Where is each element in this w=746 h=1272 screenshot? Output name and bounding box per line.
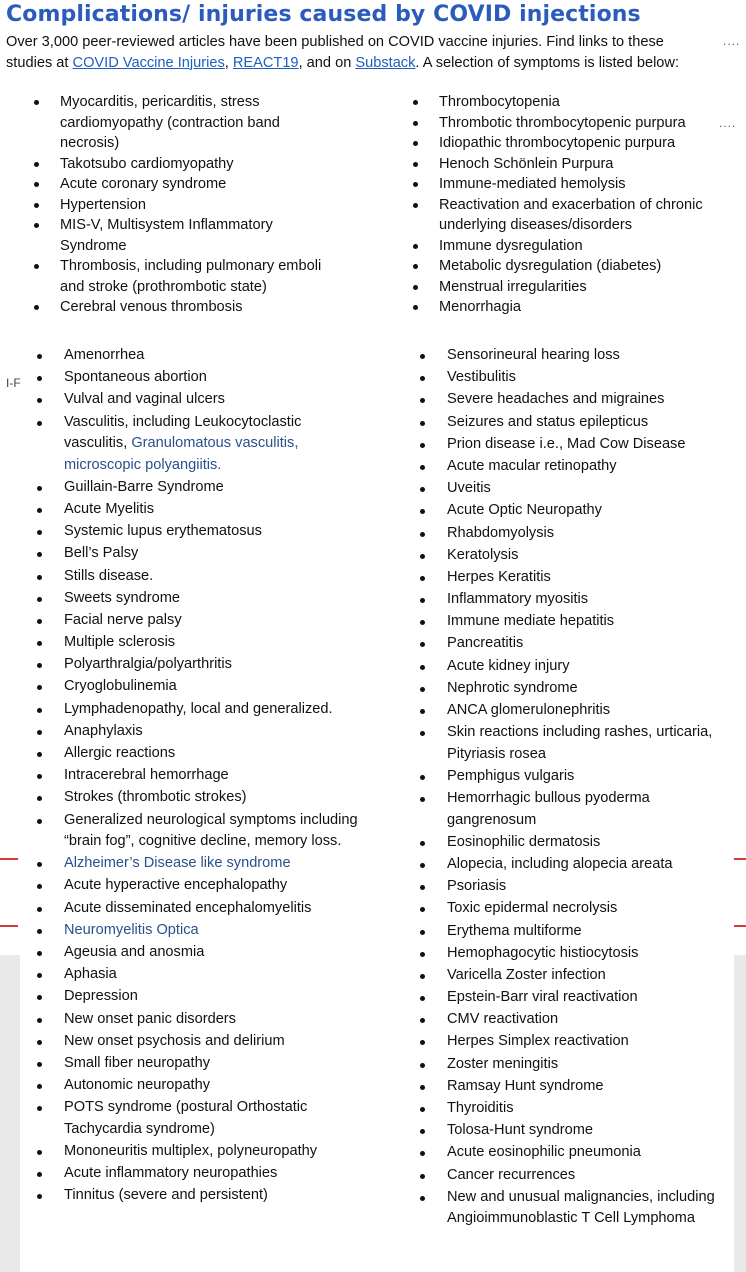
list-item: Systemic lupus erythematosus	[64, 521, 364, 543]
covid-vaccine-injuries-link[interactable]: COVID Vaccine Injuries	[72, 54, 225, 71]
list-item: MIS-V, Multisystem Inflammatory Syndrome	[60, 215, 322, 256]
list-item: Metabolic dysregulation (diabetes)	[439, 256, 731, 277]
list-item-highlight: Granulomatous vasculitis, microscopic polyangiitis.	[64, 435, 299, 473]
list-item: New onset psychosis and delirium	[64, 1031, 364, 1053]
list-item: Reactivation and exacerbation of chronic underlying diseases/disorders	[439, 195, 731, 236]
symptom-list-top-left	[60, 92, 322, 318]
list-item: Intracerebral hemorrhage	[64, 765, 364, 787]
list-item: Allergic reactions	[64, 743, 364, 765]
list-item: Acute disseminated encephalomyelitis	[64, 898, 364, 920]
list-item: Ramsay Hunt syndrome	[447, 1076, 732, 1098]
list-item: Lymphadenopathy, local and generalized.	[64, 699, 364, 721]
intro-paragraph	[6, 32, 706, 73]
list-item: Vulval and vaginal ulcers	[64, 389, 364, 411]
list-item: Hemophagocytic histiocytosis	[447, 943, 732, 965]
ellipsis-marker: ....	[719, 116, 737, 130]
list-item: Uveitis	[447, 478, 732, 500]
list-item: Thrombotic thrombocytopenic purpura	[439, 113, 731, 134]
list-item: Zoster meningitis	[447, 1054, 732, 1076]
intro-separator: ,	[224, 54, 233, 71]
list-item: Toxic epidermal necrolysis	[447, 898, 732, 920]
list-item: Cancer recurrences	[447, 1165, 732, 1187]
list-item: Aphasia	[64, 964, 364, 986]
list-item: POTS syndrome (postural Orthostatic Tachycardia syndrome)	[64, 1097, 364, 1140]
list-item: Thyroiditis	[447, 1098, 732, 1120]
list-item: Acute macular retinopathy	[447, 456, 732, 478]
list-item: Cryoglobulinemia	[64, 676, 364, 698]
list-item: Skin reactions including rashes, urticaria, Pityriasis rosea	[447, 722, 732, 765]
list-item: Rhabdomyolysis	[447, 523, 732, 545]
list-item: Takotsubo cardiomyopathy	[60, 154, 322, 175]
list-item: Hemorrhagic bullous pyoderma gangrenosum	[447, 788, 732, 831]
list-item: Immune dysregulation	[439, 236, 731, 257]
list-item: Thrombosis, including pulmonary emboli and stroke (prothrombotic state)	[60, 256, 322, 297]
list-item: Sweets syndrome	[64, 588, 364, 610]
ellipsis-marker: ....	[723, 34, 741, 48]
list-item: Mononeuritis multiplex, polyneuropathy	[64, 1141, 364, 1163]
list-item: CMV reactivation	[447, 1009, 732, 1031]
list-item: Sensorineural hearing loss	[447, 345, 732, 367]
list-item: Pancreatitis	[447, 633, 732, 655]
list-item: Acute coronary syndrome	[60, 174, 322, 195]
list-item: Varicella Zoster infection	[447, 965, 732, 987]
list-item: Herpes Simplex reactivation	[447, 1031, 732, 1053]
list-item: Hypertension	[60, 195, 322, 216]
list-item: Multiple sclerosis	[64, 632, 364, 654]
divider-line	[734, 925, 746, 927]
list-item: Neuromyelitis Optica	[64, 920, 364, 942]
list-item: New and unusual malignancies, including Angioimmunoblastic T Cell Lymphoma	[447, 1187, 732, 1230]
list-item: Autonomic neuropathy	[64, 1075, 364, 1097]
list-item: Cerebral venous thrombosis	[60, 297, 322, 318]
list-item: Acute inflammatory neuropathies	[64, 1163, 364, 1185]
list-item: Keratolysis	[447, 545, 732, 567]
list-item: Alopecia, including alopecia areata	[447, 854, 732, 876]
symptom-list-top-right	[439, 92, 731, 318]
list-item: Eosinophilic dermatosis	[447, 832, 732, 854]
divider-line	[734, 858, 746, 860]
list-item: Tolosa-Hunt syndrome	[447, 1120, 732, 1142]
list-item: Seizures and status epilepticus	[447, 412, 732, 434]
list-item: Henoch Schönlein Purpura	[439, 154, 731, 175]
intro-text-end: . A selection of symptoms is listed below:	[415, 54, 680, 71]
list-item: Menstrual irregularities	[439, 277, 731, 298]
list-item: Facial nerve palsy	[64, 610, 364, 632]
list-item: Stills disease.	[64, 566, 364, 588]
list-item: Acute Optic Neuropathy	[447, 500, 732, 522]
list-item: Immune mediate hepatitis	[447, 611, 732, 633]
list-item: Spontaneous abortion	[64, 367, 364, 389]
symptom-list-bottom-left	[64, 345, 364, 1208]
list-item: Severe headaches and migraines	[447, 389, 732, 411]
list-item: Idiopathic thrombocytopenic purpura	[439, 133, 731, 154]
divider-line	[0, 925, 18, 927]
list-item: Menorrhagia	[439, 297, 731, 318]
list-item: Immune-mediated hemolysis	[439, 174, 731, 195]
list-item: Nephrotic syndrome	[447, 678, 732, 700]
list-item: Generalized neurological symptoms including “brain fog”, cognitive decline, memory loss.	[64, 810, 364, 853]
list-item: Myocarditis, pericarditis, stress cardiomyopathy (contraction band necrosis)	[60, 92, 322, 154]
list-item: Psoriasis	[447, 876, 732, 898]
document-title: Complications/ injuries caused by COVID injections	[6, 2, 641, 27]
list-item: Depression	[64, 986, 364, 1008]
list-item: Thrombocytopenia	[439, 92, 731, 113]
list-item: Acute eosinophilic pneumonia	[447, 1142, 732, 1164]
list-item: Guillain-Barre Syndrome	[64, 477, 364, 499]
list-item: Ageusia and anosmia	[64, 942, 364, 964]
list-item: Strokes (thrombotic strokes)	[64, 787, 364, 809]
list-item: Acute Myelitis	[64, 499, 364, 521]
list-item: Herpes Keratitis	[447, 567, 732, 589]
list-item: Tinnitus (severe and persistent)	[64, 1185, 364, 1207]
list-item: New onset panic disorders	[64, 1009, 364, 1031]
list-item: Prion disease i.e., Mad Cow Disease	[447, 434, 732, 456]
list-item: Bell’s Palsy	[64, 543, 364, 565]
intro-separator: , and on	[298, 54, 356, 71]
list-item: Vasculitis, including Leukocytoclastic vasculitis, Granulomatous vasculitis, microscopic polyangiitis.	[64, 412, 364, 477]
list-item: Vestibulitis	[447, 367, 732, 389]
divider-line	[0, 858, 18, 860]
list-item: Epstein-Barr viral reactivation	[447, 987, 732, 1009]
list-item: ANCA glomerulonephritis	[447, 700, 732, 722]
list-item: Acute kidney injury	[447, 656, 732, 678]
list-item: Erythema multiforme	[447, 921, 732, 943]
substack-link[interactable]: Substack	[355, 54, 416, 71]
list-item: Pemphigus vulgaris	[447, 766, 732, 788]
list-item: Small fiber neuropathy	[64, 1053, 364, 1075]
list-item: Anaphylaxis	[64, 721, 364, 743]
side-marker: I-F	[6, 376, 21, 390]
list-item: Amenorrhea	[64, 345, 364, 367]
list-item: Acute hyperactive encephalopathy	[64, 875, 364, 897]
intro-text: Over 3,000 peer-reviewed articles have been published on COVID vaccine injuries. Find links to these studies at	[6, 34, 664, 71]
list-item: Polyarthralgia/polyarthritis	[64, 654, 364, 676]
react19-link[interactable]: REACT19	[232, 54, 299, 71]
list-item: Alzheimer’s Disease like syndrome	[64, 853, 364, 875]
list-item: Inflammatory myositis	[447, 589, 732, 611]
symptom-list-bottom-right	[447, 345, 732, 1230]
